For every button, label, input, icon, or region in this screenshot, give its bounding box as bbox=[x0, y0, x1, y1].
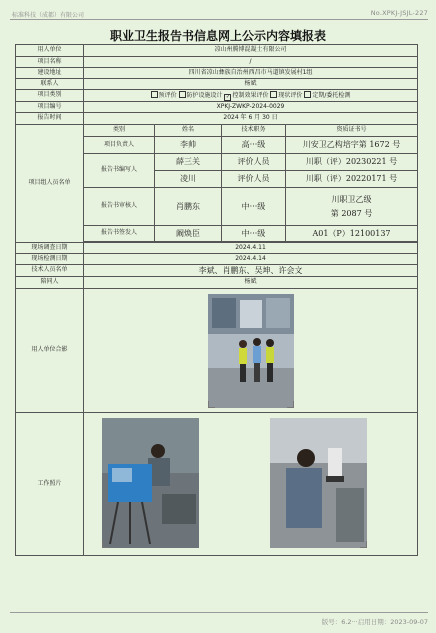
category-options bbox=[84, 90, 418, 102]
issuer-title: 中···级 bbox=[222, 226, 286, 242]
address-label: 建设地址 bbox=[16, 68, 84, 79]
col-title-header: 技术职务 bbox=[222, 125, 286, 137]
report-form-table bbox=[15, 44, 418, 556]
project-no-value: XPKJ-ZWKP-2024-0029 bbox=[84, 102, 418, 113]
category-option-1[interactable]: 防护设施设计 bbox=[179, 92, 223, 99]
survey-date-label: 现场调查日期 bbox=[16, 243, 84, 254]
writer-label: 报告书编写人 bbox=[84, 154, 155, 188]
reviewer-name: 肖鹏东 bbox=[155, 188, 222, 226]
leader-title: 高···级 bbox=[222, 137, 286, 154]
writer-name: 薛三关 bbox=[155, 154, 222, 171]
project-name-label: 项目名称 bbox=[16, 57, 84, 68]
footer-version: 版号：6.2···启用日期：2023-09-07 bbox=[321, 618, 428, 626]
header-divider bbox=[10, 19, 428, 20]
employer-value: 凉山州腾博混凝土有限公司 bbox=[84, 45, 418, 57]
issuer-label: 报告书签发人 bbox=[84, 226, 155, 242]
contact-value: 杨斌 bbox=[84, 79, 418, 90]
category-option-3[interactable]: 现状评价 bbox=[270, 92, 302, 99]
col-category-header: 类别 bbox=[84, 125, 155, 137]
writer-cert: 川职（评）20230221 号 bbox=[286, 154, 418, 171]
category-option-0[interactable]: 预评价 bbox=[151, 92, 177, 99]
work-photo-1 bbox=[102, 418, 199, 548]
checkbox-checked-icon: ✓ bbox=[225, 93, 231, 100]
writer-name: 凌川 bbox=[155, 171, 222, 188]
reviewer-title: 中···级 bbox=[222, 188, 286, 226]
escort-value: 杨斌 bbox=[84, 277, 418, 289]
header-doc-number: No.XPKJ-JSJL-227 bbox=[370, 9, 428, 17]
reviewer-cert: 川职卫乙级 第 2087 号 bbox=[286, 188, 418, 226]
issuer-name: 阚焕臣 bbox=[155, 226, 222, 242]
leader-name: 李帅 bbox=[155, 137, 222, 154]
escort-label: 陪同人 bbox=[16, 277, 84, 289]
category-label: 项目类别 bbox=[16, 90, 84, 102]
category-option-2[interactable]: ✓ 控制效果评价 bbox=[225, 91, 269, 100]
col-cert-header: 资质证书号 bbox=[286, 125, 418, 137]
checkbox-icon bbox=[179, 91, 186, 98]
project-no-label: 项目编号 bbox=[16, 102, 84, 113]
contact-label: 联系人 bbox=[16, 79, 84, 90]
writer-cert: 川职（评）20220171 号 bbox=[286, 171, 418, 188]
group-photo-cell bbox=[84, 289, 418, 413]
personnel-section-label: 项目组人员名单 bbox=[16, 125, 84, 243]
report-time-label: 报告时间 bbox=[16, 113, 84, 125]
footer-divider bbox=[10, 612, 428, 613]
tech-staff-label: 技术人员名单 bbox=[16, 265, 84, 277]
group-photo-label: 用人单位合影 bbox=[16, 289, 84, 413]
tech-staff-value: 李斌、肖鹏东、吴坤、许会文 bbox=[84, 265, 418, 277]
work-photo-2 bbox=[270, 418, 367, 548]
checkbox-icon bbox=[304, 91, 311, 98]
checkbox-icon bbox=[270, 91, 277, 98]
employer-label: 用人单位 bbox=[16, 45, 84, 57]
sampling-date-value: 2024.4.14 bbox=[84, 254, 418, 265]
address-value: 四川省凉山彝族自治州西昌市马道镇发展村1组 bbox=[84, 68, 418, 79]
issuer-cert: A01（P）12100137 bbox=[286, 226, 418, 242]
leader-label: 项目负责人 bbox=[84, 137, 155, 154]
reviewer-label: 报告书审核人 bbox=[84, 188, 155, 226]
work-photo-cell bbox=[84, 413, 418, 556]
report-time-value: 2024 年 6 月 30 日 bbox=[84, 113, 418, 125]
col-name-header: 姓名 bbox=[155, 125, 222, 137]
writer-title: 评价人员 bbox=[222, 154, 286, 171]
page-title: 职业卫生报告书信息网上公示内容填报表 bbox=[109, 29, 326, 43]
writer-title: 评价人员 bbox=[222, 171, 286, 188]
leader-cert: 川安卫乙构培字第 1672 号 bbox=[286, 137, 418, 154]
checkbox-icon bbox=[151, 91, 158, 98]
category-option-4[interactable]: 定期/委托检测 bbox=[304, 92, 350, 99]
work-photo-label: 工作照片 bbox=[16, 413, 84, 556]
project-name-value: / bbox=[84, 57, 418, 68]
header-company: 标准科技（成都）有限公司 bbox=[12, 12, 85, 19]
group-photo bbox=[208, 294, 294, 408]
survey-date-value: 2024.4.11 bbox=[84, 243, 418, 254]
sampling-date-label: 现场检测日期 bbox=[16, 254, 84, 265]
